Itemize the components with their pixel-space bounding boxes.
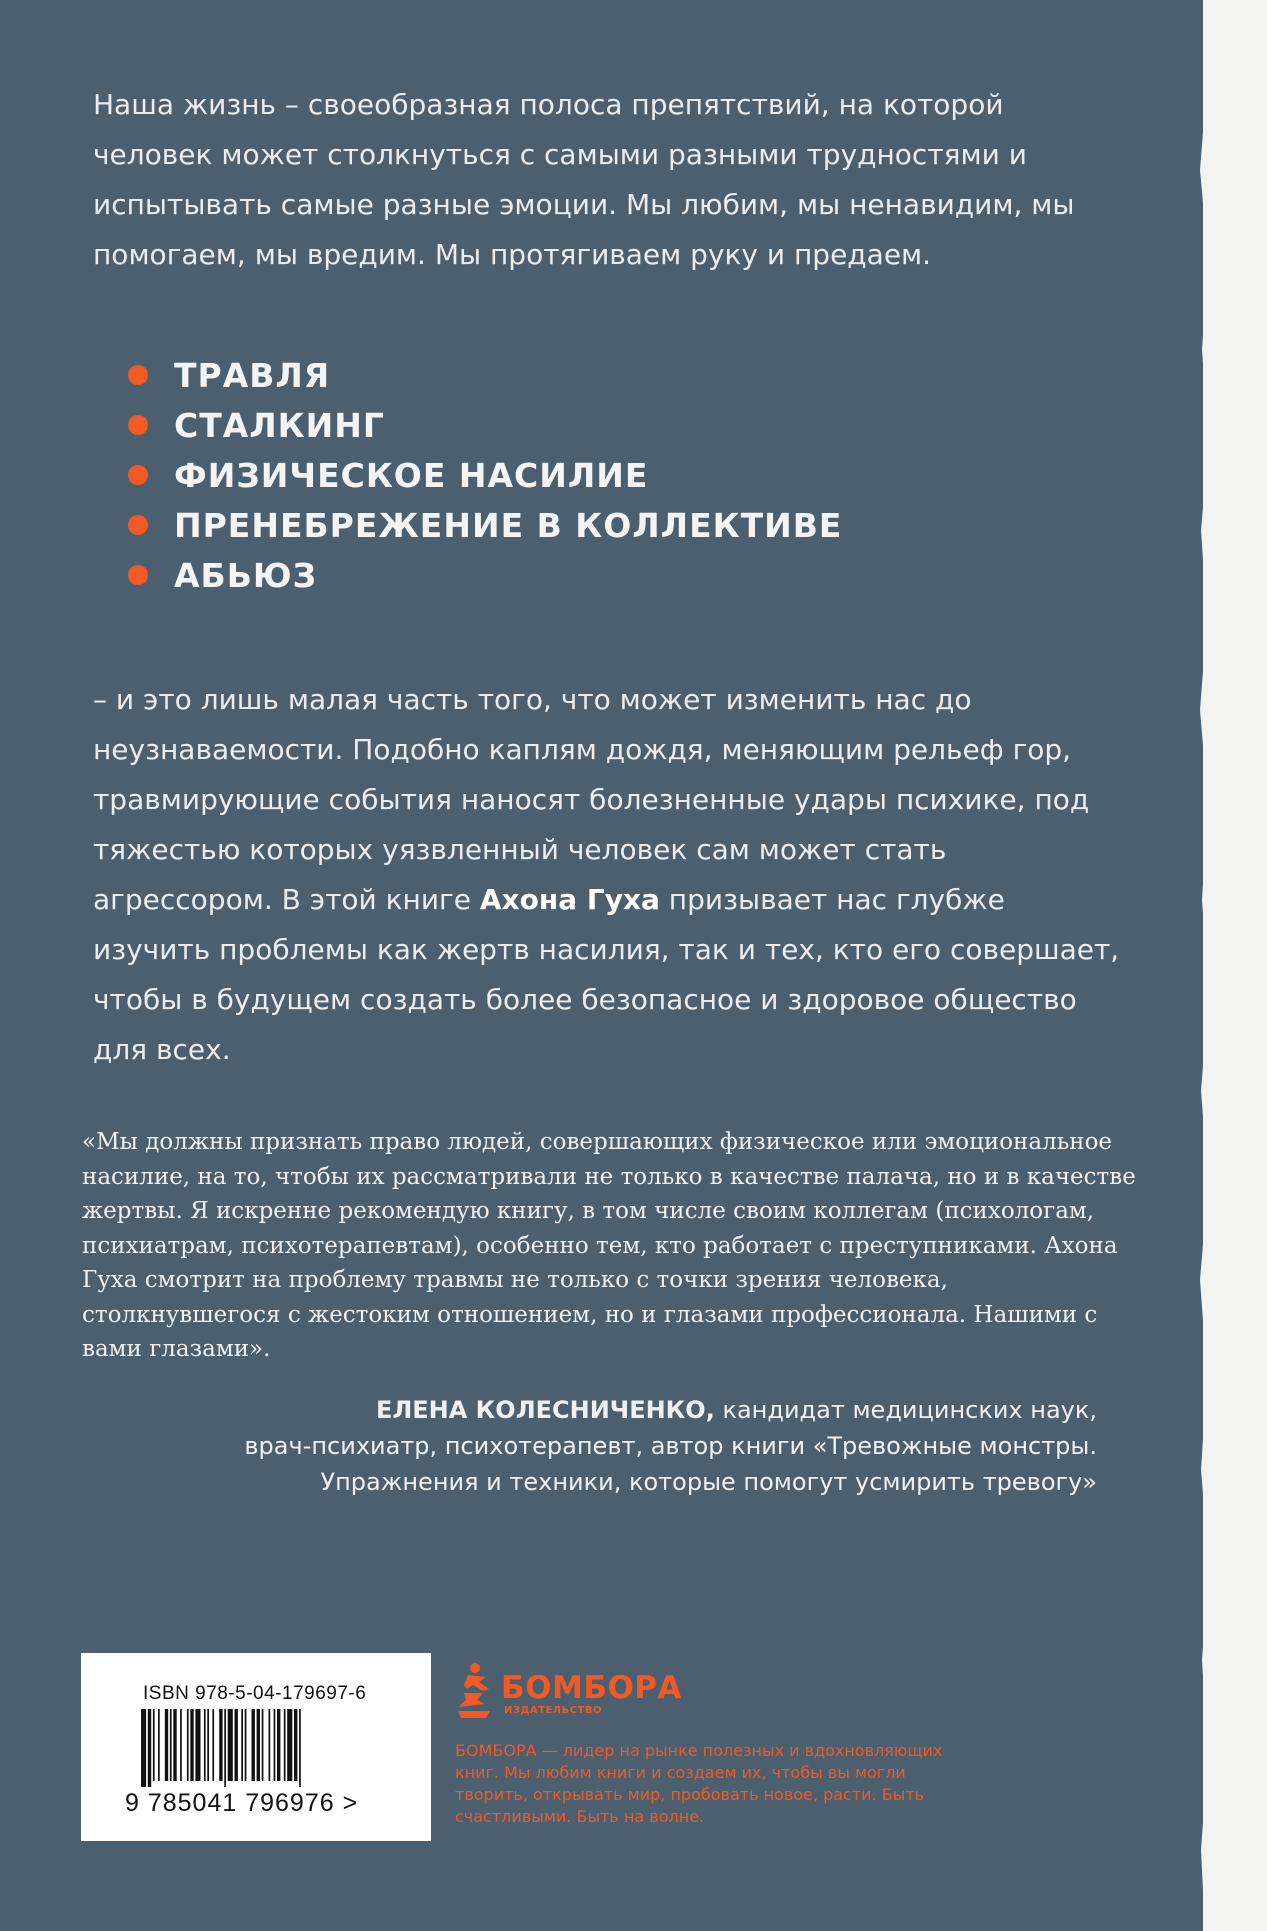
- bullet-dot: [128, 465, 148, 485]
- torn-paper-edge: [1188, 0, 1203, 1931]
- quote-attribution: [97, 1392, 1097, 1500]
- publisher-description: БОМБОРА — лидер на рынке полезных и вдохновляющих книг. Мы любим книги и создаем их, чтобы вы могли творить, открывать мир, пробовать новое, расти. Быть счастливыми. Быть на волне.: [455, 1741, 943, 1826]
- topic-label: ТРАВЛЯ: [174, 355, 331, 395]
- intro-paragraph: Наша жизнь – своеобразная полоса препятствий, на которой человек может столкнуться с самыми разными трудностями и испытывать самые разные эмоции. Мы любим, мы ненавидим, мы помогаем, мы вредим. Мы протягиваем руку и предаем.: [93, 88, 1075, 271]
- bullet-dot: [128, 415, 148, 435]
- topics-list: [128, 350, 842, 600]
- barcode-digits: 9 785041 796976 >: [125, 1789, 359, 1817]
- topic-label: СТАЛКИНГ: [174, 405, 385, 445]
- reviewer-credentials-line-2: врач-психиатр, психотерапевт, автор книги «Тревожные монстры.: [244, 1432, 1097, 1460]
- barcode-icon: [141, 1709, 379, 1787]
- bullet-dot: [128, 365, 148, 385]
- topic-label: ФИЗИЧЕСКОЕ НАСИЛИЕ: [174, 455, 649, 495]
- bullet-dot: [128, 515, 148, 535]
- topic-item: [128, 450, 842, 500]
- description-paragraph: [93, 675, 1123, 1075]
- bullet-dot: [128, 565, 148, 585]
- reviewer-credentials-line-1: кандидат медицинских наук,: [714, 1396, 1097, 1424]
- reviewer-name: ЕЛЕНА КОЛЕСНИЧЕНКО,: [375, 1396, 715, 1424]
- description-text-end: призывает нас глубже изучить проблемы как жертв насилия, так и тех, кто его совершает, чтобы в будущем создать более безопасное и здоровое общество для всех.: [93, 883, 1120, 1066]
- reviewer-credentials-line-3: Упражнения и техники, которые помогут усмирить тревогу»: [320, 1468, 1097, 1496]
- bombora-runner-icon: [455, 1662, 495, 1722]
- review-quote: «Мы должны признать право людей, совершающих физическое или эмоциональное насилие, на то, чтобы их рассматривали не только в качестве палача, но и в качестве жертвы. Я искренне рекомендую книгу, в том числе своим коллегам (психологам, психиатрам, психотерапевтам), особенно тем, кто работает с преступниками. Ахона Гуха смотрит на проблему травмы не только с точки зрения человека, столкнувшегося с жестоким отношением, но и глазами профессионала. Нашими с вами глазами».: [82, 1129, 1136, 1362]
- isbn-label: ISBN 978-5-04-179697-6: [143, 1683, 367, 1704]
- topic-item: [128, 400, 842, 450]
- publisher-logo: [455, 1662, 683, 1722]
- author-name: Ахона Гуха: [479, 883, 660, 916]
- publisher-name: БОМБОРА: [501, 1670, 683, 1706]
- description-text-start: – и это лишь малая часть того, что может изменить нас до неузнаваемости. Подобно каплям дождя, меняющим рельеф гор, травмирующие события наносят болезненные удары психике, под тяжестью которых уязвленный человек сам может стать агрессором. В этой книге: [93, 683, 1090, 916]
- barcode-panel: [81, 1653, 431, 1841]
- topic-item: [128, 350, 842, 400]
- publisher-subtitle: ИЗДАТЕЛЬСТВО: [504, 1705, 602, 1716]
- topic-label: ПРЕНЕБРЕЖЕНИЕ В КОЛЛЕКТИВЕ: [174, 505, 843, 545]
- topic-item: [128, 500, 842, 550]
- topic-label: АБЬЮЗ: [174, 555, 318, 595]
- topic-item: [128, 550, 842, 600]
